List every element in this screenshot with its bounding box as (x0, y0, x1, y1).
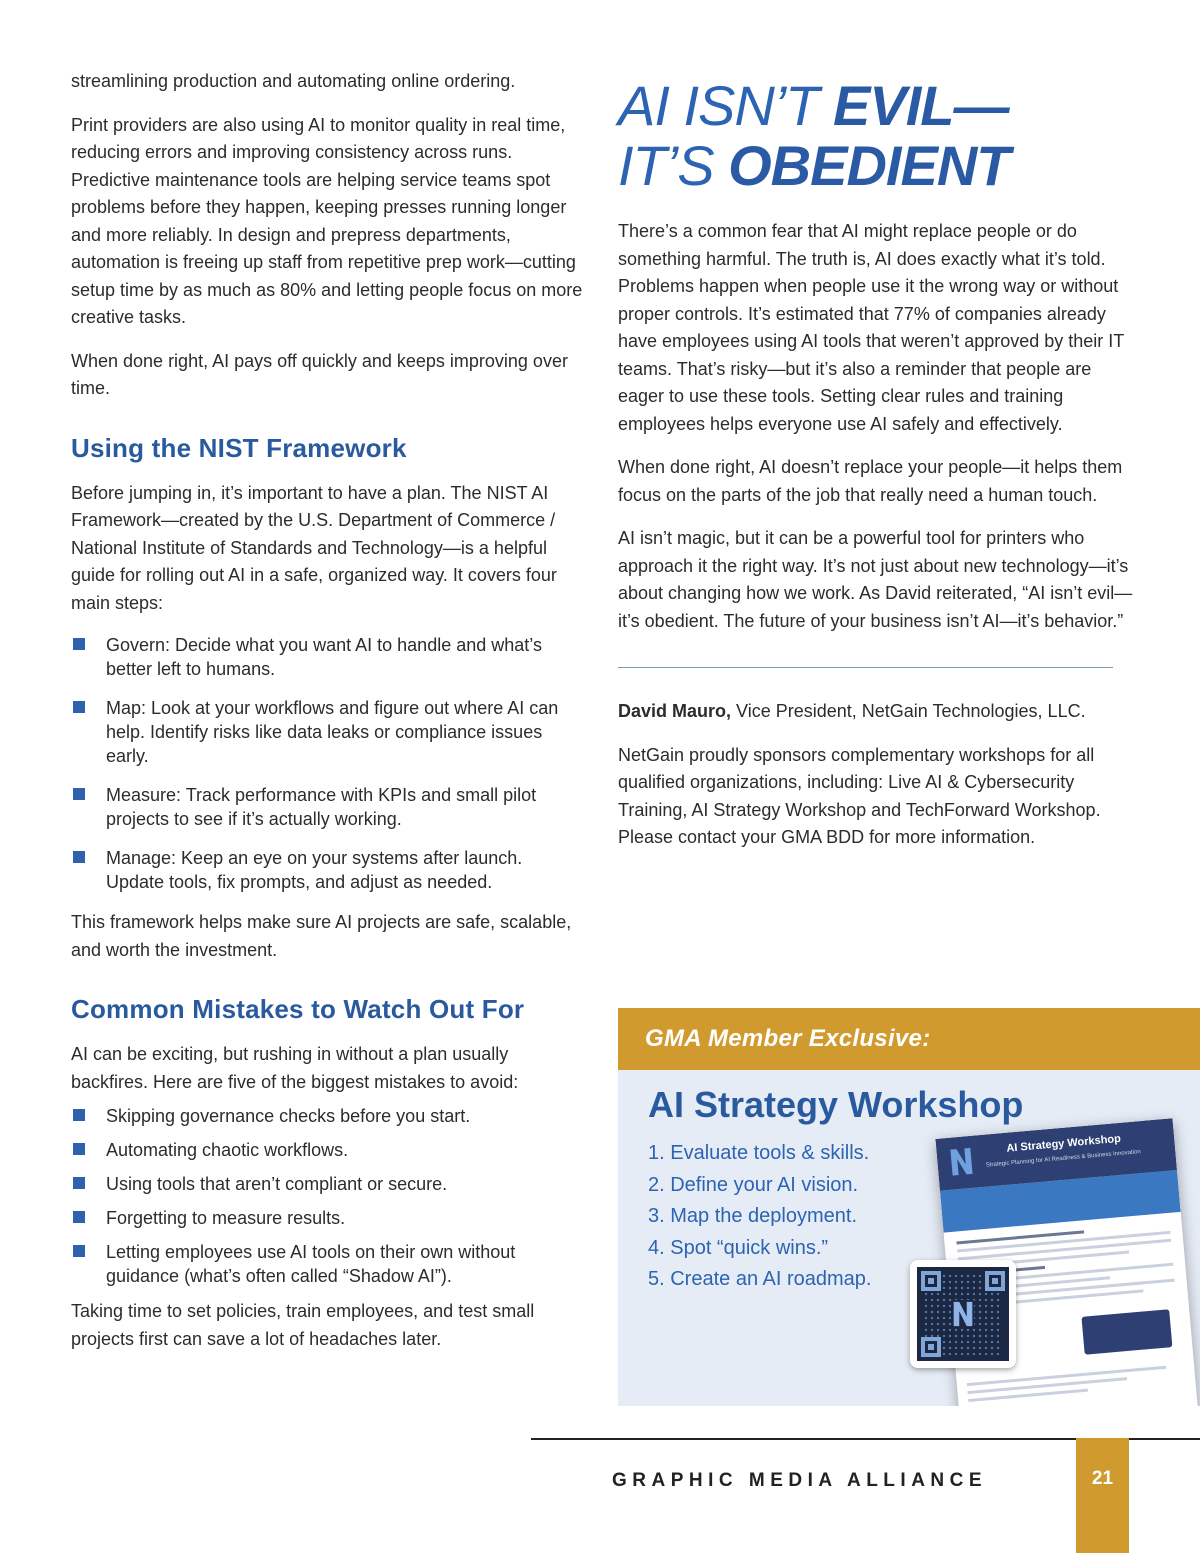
body-paragraph: AI can be exciting, but rushing in without a plan usually backfires. Here are five of the biggest mistakes to avoid: (71, 1044, 519, 1092)
body-paragraph: streamlining production and automating online ordering. (71, 71, 516, 91)
list-item: Forgetting to measure results. (71, 1206, 583, 1230)
flyer-title: AI Strategy Workshop (1005, 1132, 1122, 1155)
list-item: Letting employees use AI tools on their own without guidance (what’s often called “Shadow AI”). (71, 1240, 583, 1288)
promo-band (618, 1008, 1200, 1070)
page-number-tab (1076, 1438, 1129, 1553)
bullet-square-icon (73, 1211, 85, 1223)
mistakes-list (71, 1104, 583, 1288)
list-item: Using tools that aren’t compliant or secure. (71, 1172, 583, 1196)
promo-title: AI Strategy Workshop (648, 1084, 1024, 1125)
list-item: 5. Create an AI roadmap. (648, 1268, 872, 1290)
list-item: Measure: Track performance with KPIs and small pilot projects to see if it’s actually working. (71, 783, 583, 831)
list-item: 4. Spot “quick wins.” (648, 1236, 829, 1259)
bullet-square-icon (73, 1177, 85, 1189)
list-item: Automating chaotic workflows. (71, 1138, 583, 1162)
body-paragraph: Print providers are also using AI to monitor quality in real time, reducing errors and improving consistency across runs. Predictive maintenance tools are helping service teams spot problems before they happen, keeping presses running longer and more reliably. In design and prepress departments, automation is freeing up staff from repetitive prep work—cutting setup time by as much as 80% and letting people focus on more creative tasks. (71, 114, 583, 327)
workshop-promo (618, 1008, 1200, 1406)
bullet-square-icon (73, 1109, 85, 1121)
left-column (71, 68, 583, 1369)
list-item: 3. Map the deployment. (648, 1205, 858, 1227)
body-paragraph: When done right, AI doesn’t replace your people—it helps them focus on the parts of the job that really need a human touch. (618, 457, 1123, 505)
bullet-square-icon (73, 1143, 85, 1155)
list-item: Skipping governance checks before you start. (71, 1104, 583, 1128)
nist-steps-list (71, 633, 583, 894)
feature-title: AI ISN’T EVIL— IT’S OBEDIENT (618, 74, 1010, 197)
body-paragraph: There’s a common fear that AI might replace people or do something harmful. The truth is, AI does exactly what it’s told. Problems happen when people use it the wrong way or without proper controls. It’s estimated that 77% of companies already have employees using AI tools that weren’t approved by their IT teams. That’s risky—but it’s also a reminder that people are eager to use these tools. Setting clear rules and training employees helps everyone use AI safely and effectively. (618, 221, 1124, 434)
bullet-square-icon (73, 701, 85, 713)
body-paragraph: When done right, AI pays off quickly and keeps improving over time. (71, 350, 568, 398)
divider (618, 667, 1113, 668)
body-paragraph: AI isn’t magic, but it can be a powerful tool for printers who approach it the right way. It’s not just about new technology—it’s about changing how we work. As David reiterated, “AI isn’t evil—it’s obedient. The future of your business isn’t AI—it’s behavior.” (618, 528, 1133, 631)
qr-code-icon (910, 1260, 1016, 1368)
list-item: 1. Evaluate tools & skills. (648, 1142, 870, 1164)
netgain-logo-icon (948, 1146, 975, 1178)
list-item: Manage: Keep an eye on your systems after launch. Update tools, fix prompts, and adjust as needed. (71, 846, 583, 894)
body-paragraph: Before jumping in, it’s important to have a plan. The NIST AI Framework—created by the U.S. Department of Commerce / National Institute of Standards and Technology—is a helpful guide for rolling out AI in a safe, organized way. It covers four main steps: (71, 482, 557, 613)
bullet-square-icon (73, 851, 85, 863)
body-paragraph: Taking time to set policies, train employees, and test small projects first can save a lot of headaches later. (71, 1301, 535, 1349)
netgain-logo-icon (949, 1300, 977, 1328)
bullet-square-icon (73, 788, 85, 800)
publication-name: GRAPHIC MEDIA ALLIANCE (612, 1470, 988, 1491)
promo-steps-list (648, 1138, 871, 1296)
flyer-subtitle: Strategic Planning for AI Readiness & Business Innovation (985, 1149, 1142, 1169)
author-credit: David Mauro, Vice President, NetGain Technologies, LLC. (618, 701, 1086, 721)
bullet-square-icon (73, 638, 85, 650)
promo-band-label: GMA Member Exclusive: (645, 1025, 931, 1052)
section-heading-mistakes: Common Mistakes to Watch Out For (71, 994, 525, 1024)
list-item: 2. Define your AI vision. (648, 1173, 859, 1196)
bullet-square-icon (73, 1245, 85, 1257)
sponsor-paragraph: NetGain proudly sponsors complementary workshops for all qualified organizations, including: Live AI & Cybersecurity Training, AI Strategy Workshop and TechForward Workshop. Please contact your GMA BDD for more information. (618, 744, 1101, 847)
list-item: Map: Look at your workflows and figure out where AI can help. Identify risks like data leaks or compliance issues early. (71, 696, 583, 768)
list-item: Govern: Decide what you want AI to handle and what’s better left to humans. (71, 633, 583, 681)
page-number: 21 (1091, 1468, 1114, 1489)
right-column (618, 76, 1138, 868)
section-heading-nist: Using the NIST Framework (71, 432, 407, 463)
body-paragraph: This framework helps make sure AI projects are safe, scalable, and worth the investment. (71, 912, 572, 960)
